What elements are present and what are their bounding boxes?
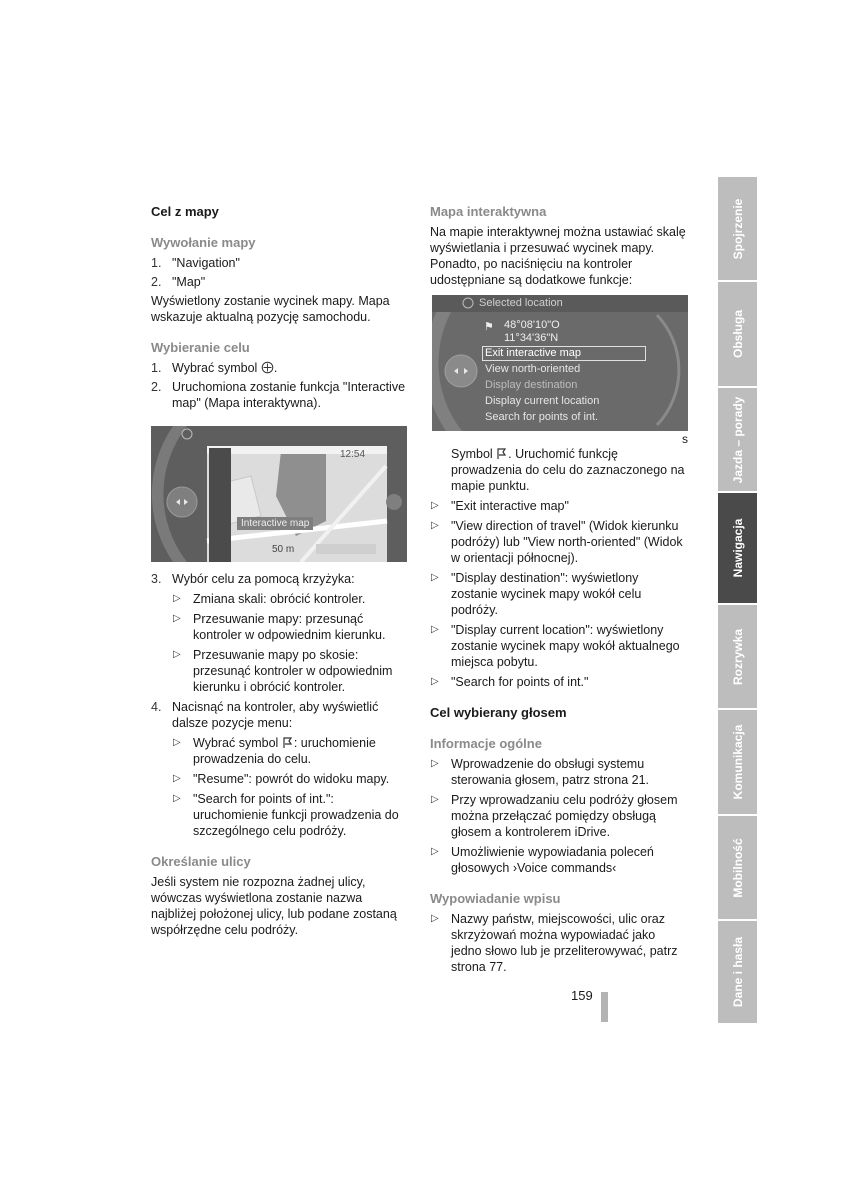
tab-nawigacja[interactable]: Nawigacja <box>718 493 757 603</box>
bullet-item: ▷ Zmiana skali: obrócić kontroler. <box>173 592 366 606</box>
bullet-item: ▷ Przesuwanie mapy po skosie: przesunąć kontroler w odpowiednim kierunku i obrócić kontroler. <box>173 648 393 694</box>
location-menu-screenshot <box>432 295 688 431</box>
tab-obsluga[interactable]: Obsługa <box>718 282 757 386</box>
bullet-triangle-icon: ▷ <box>173 773 181 784</box>
bullet-triangle-icon: ▷ <box>431 624 439 635</box>
map-scale: 50 m <box>272 544 295 555</box>
menu-item-exit[interactable]: Exit interactive map <box>482 346 646 361</box>
paragraph: Jeśli system nie rozpozna żadnej ulicy, wówczas wyświetlona zostanie nazwa najbliżej położonej ulicy, lub podane zostaną współrzędne celu podróży. <box>151 875 397 937</box>
bullet-item: ▷ "Search for points of int.": uruchomienie funkcji prowadzenia do szczególnego celu podróży. <box>173 792 399 838</box>
destination-flag-icon <box>282 737 294 749</box>
heading-call-map: Wywołanie mapy <box>151 235 256 250</box>
left-column <box>151 204 408 411</box>
tab-jazda-porady[interactable]: Jazda – porady <box>718 388 757 491</box>
page-number-bar <box>601 992 608 1022</box>
map-time: 12:54 <box>340 449 366 460</box>
coord-lat: 48°08'10"O <box>504 319 560 331</box>
map-graphic <box>151 426 407 562</box>
heading-voice-target: Cel wybierany głosem <box>430 705 567 720</box>
bullet-triangle-icon: ▷ <box>431 572 439 583</box>
tab-rozrywka[interactable]: Rozrywka <box>718 605 757 708</box>
right-column <box>430 204 686 288</box>
tab-dane-i-hasla[interactable]: Dane i hasła <box>718 921 757 1023</box>
tab-komunikacja[interactable]: Komunikacja <box>718 710 757 814</box>
bullet-item: ▷ "Exit interactive map" <box>431 499 569 513</box>
bullet-triangle-icon: ▷ <box>173 613 181 624</box>
map-mode-label: Interactive map <box>237 517 313 530</box>
bullet-item: ▷ Wprowadzenie do obsługi systemu sterowania głosem, patrz strona 21. <box>431 757 650 787</box>
heading-general-info: Informacje ogólne <box>430 736 542 751</box>
crosshair-icon <box>261 361 274 374</box>
list-item: 1. "Navigation" <box>151 256 240 270</box>
left-column-lower <box>151 571 408 938</box>
list-item: 2. Uruchomiona zostanie funkcja "Interactive map" (Mapa interaktywna). <box>151 380 406 410</box>
heading-street: Określanie ulicy <box>151 854 251 869</box>
paragraph: Na mapie interaktywnej można ustawiać skalę wyświetlania i przesuwać wycinek mapy. Ponadto, po naciśnięciu na kontroler udostępniane są dodatkowe funkcje: <box>430 225 686 287</box>
bullet-triangle-icon: ▷ <box>431 500 439 511</box>
menu-item-destination[interactable]: Display destination <box>485 379 578 391</box>
bullet-item: ▷ "Resume": powrót do widoku mapy. <box>173 772 390 786</box>
bullet-item: ▷ Przy wprowadzaniu celu podróży głosem można przełączać pomiędzy obsługą głosem a kontrolerem iDrive. <box>431 793 678 839</box>
bullet-triangle-icon: ▷ <box>431 676 439 687</box>
bullet-triangle-icon: ▷ <box>431 913 439 924</box>
page-number: 159 <box>571 988 593 1003</box>
destination-flag-icon <box>496 448 508 460</box>
heading-speak-entry: Wypowiadanie wpisu <box>430 891 561 906</box>
heading-interactive-map: Mapa interaktywna <box>430 204 547 219</box>
tab-spojrzenie[interactable]: Spojrzenie <box>718 177 757 280</box>
bullet-triangle-icon: ▷ <box>173 737 181 748</box>
side-mark: s <box>682 432 688 446</box>
interactive-map-screenshot <box>151 426 407 562</box>
list-item: 4. Nacisnąć na kontroler, aby wyświetlić dalsze pozycje menu: <box>151 700 379 730</box>
tab-mobilnosc[interactable]: Mobilność <box>718 816 757 919</box>
bullet-triangle-icon: ▷ <box>173 649 181 660</box>
bullet-item: ▷ "Search for points of int." <box>431 675 589 689</box>
list-item: 2. "Map" <box>151 275 206 289</box>
bullet-item: ▷ "Display destination": wyświetlony zostanie wycinek mapy wokół celu podróży. <box>431 571 642 617</box>
bullet-item: ▷ Przesuwanie mapy: przesunąć kontroler w odpowiednim kierunku. <box>173 612 386 642</box>
section-title: Cel z mapy <box>151 204 219 219</box>
bullet-triangle-icon: ▷ <box>431 758 439 769</box>
list-item: 3. Wybór celu za pomocą krzyżyka: <box>151 572 355 586</box>
bullet-item: ▷ Nazwy państw, miejscowości, ulic oraz skrzyżowań można wypowiadać jako jedno słowo lub je przeliterowywać, patrz strona 77. <box>431 912 678 974</box>
bullet-item: ▷ "Display current location": wyświetlony zostanie wycinek mapy wokół aktualnego miejsca pobytu. <box>431 623 680 669</box>
right-column-lower <box>430 446 686 975</box>
bullet-triangle-icon: ▷ <box>431 794 439 805</box>
symbol-paragraph: Symbol . Uruchomić funkcję prowadzenia do celu do zaznaczonego na mapie punktu. <box>451 447 685 493</box>
bullet-item: ▷ Umożliwienie wypowiadania poleceń głosowych ›Voice commands‹ <box>431 845 654 875</box>
coord-lon: 11°34'36"N <box>504 332 559 344</box>
bullet-triangle-icon: ▷ <box>173 593 181 604</box>
flag-icon: ⚑ <box>484 321 494 333</box>
bullet-triangle-icon: ▷ <box>431 520 439 531</box>
menu-header: Selected location <box>479 297 563 309</box>
paragraph: Wyświetlony zostanie wycinek mapy. Mapa wskazuje aktualną pozycję samochodu. <box>151 294 390 324</box>
list-item: 1. Wybrać symbol . <box>151 361 278 375</box>
menu-item-north[interactable]: View north-oriented <box>485 363 581 375</box>
bullet-triangle-icon: ▷ <box>431 846 439 857</box>
bullet-triangle-icon: ▷ <box>173 793 181 804</box>
bullet-item: ▷ "View direction of travel" (Widok kierunku podróży) lub "View north-oriented" (Widok w orientacji północnej). <box>431 519 683 565</box>
bullet-item: ▷ Wybrać symbol : uruchomienie prowadzenia do celu. <box>173 736 376 766</box>
menu-item-poi[interactable]: Search for points of int. <box>485 411 599 423</box>
menu-item-current[interactable]: Display current location <box>485 395 600 407</box>
heading-select-target: Wybieranie celu <box>151 340 250 355</box>
